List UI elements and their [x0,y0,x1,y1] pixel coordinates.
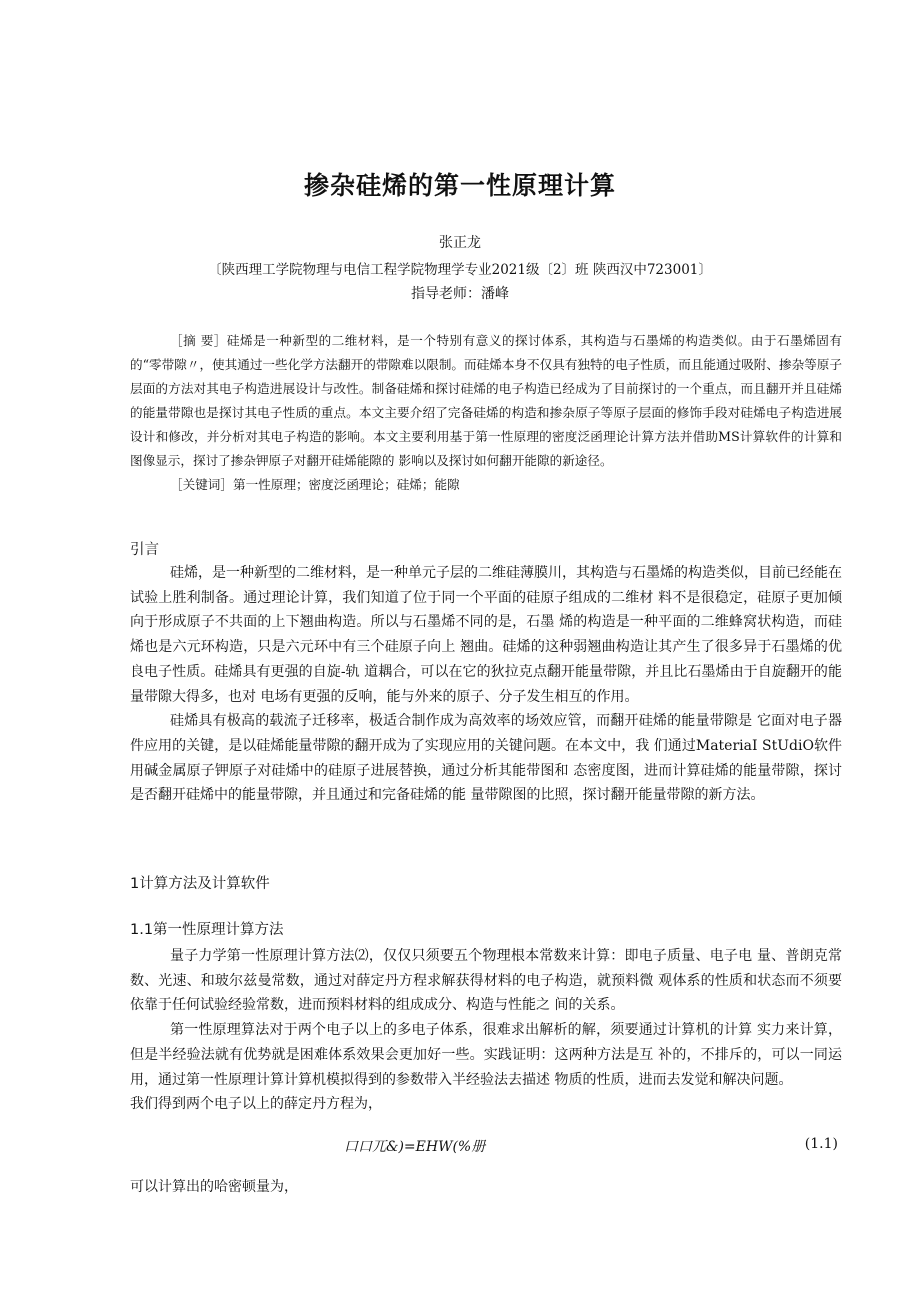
intro-body [130,561,842,808]
paper-title: 掺杂硅烯的第一性原理计算 [303,171,616,200]
intro-paragraph-2: 硅烯具有极高的载流子迁移率，极适合制作成为高效率的场效应管，而翻开硅烯的能量带隙是 它面对电子器件应用的关键，是以硅烯能量带隙的翻开成为了实现应用的关键问题。在本文中，我 们通过MateriaI StUdiO软件用碱金属原子钾原子对硅烯中的硅原子进展替换，通过分析其能带图和 态密度图，进而计算硅烯的能量带隙，探讨是否翻开硅烯中的能量带隙，并且通过和完备硅烯的能 量带隙图的比照，探讨翻开能量带隙的新方法。 [130,713,842,804]
section-1-1-paragraph-2: 第一性原理算法对于两个电子以上的多电子体系，很难求出解析的解，须要通过计算机的计算 实力来计算，但是半经验法就有优势就是困难体系效果会更加好一些。实践证明：这两种方法是互 补的，不排斥的，可以一同运用，通过第一性原理计算计算机模拟得到的参数带入半经验法去描述 物质的性质，进而去发觉和解决问题。 [130,1022,842,1088]
advisor-name: 指导老师：潘峰 [411,286,509,302]
author-affiliation: 〔陕西理工学院物理与电信工程学院物理学专业2021级〔2〕班 陕西汉中723001〕 [208,262,712,278]
abstract-block [130,329,842,497]
section-1-1-paragraph-3: 我们得到两个电子以上的薛定丹方程为， [130,1096,382,1113]
equation-number: (1.1) [804,1136,838,1152]
after-equation-text-block [130,1175,842,1200]
section-1-1-body [130,944,842,1117]
section-1-heading: 1计算方法及计算软件 [130,876,270,892]
equation-row [130,1136,838,1158]
section-1-1-heading: 1.1第一性原理计算方法 [130,922,284,938]
abstract-text: ［摘 要］硅烯是一种新型的二维材料，是一个特别有意义的探讨体系，其构造与石墨烯的构造类似。由于石墨烯固有的“零带隙〃，使其通过一些化学方法翻开的带隙难以限制。而硅烯本身不仅具有独特的电子性质，而且能通过吸附、掺杂等原子层面的方法对其电子构造进展设计与改性。制备硅烯和探讨硅烯的电子构造已经成为了目前探讨的一个重点，而且翻开并且硅烯的能量带隙也是探讨其电子性质的重点。本文主要介绍了完备硅烯的构造和掺杂原子等原子层面的修饰手段对硅烯电子构造进展设计和修改，并分析对其电子构造的影响。本文主要利用基于第一性原理的密度泛函理论计算方法并借助MS计算软件的计算和图像显示，探讨了掺杂钾原子对翻开硅烯能隙的 影响以及探讨如何翻开能隙的新途径。 [130,333,842,468]
author-name: 张正龙 [439,235,481,251]
after-equation-text: 可以计算出的哈密顿量为， [130,1179,298,1195]
equation: 口口兀&)=EHW(%册 [344,1139,486,1155]
intro-heading: 引言 [130,542,159,558]
section-1-1-paragraph-1: 量子力学第一性原理计算方法⑵，仅仅只须要五个物理根本常数来计算：即电子质量、电子电 量、普朗克常数、光速、和玻尔兹曼常数，通过对薛定丹方程求解获得材料的电子构造，就预料微 观体系的性质和状态而不须要依靠于任何试验经验常数，进而预料材料的组成成分、构造与性能之 间的关系。 [130,948,842,1014]
intro-paragraph-1: 硅烯，是一种新型的二维材料，是一种单元子层的二维硅薄膜川，其构造与石墨烯的构造类似，目前已经能在试验上胜利制备。通过理论计算，我们知道了位于同一个平面的硅原子组成的二维材 料不是很稳定，硅原子更加倾向于形成原子不共面的上下翘曲构造。所以与石墨烯不同的是，石墨 烯的构造是一种平面的二维蜂窝状构造，而硅烯也是六元环构造，只是六元环中有三个硅原子向上 翘曲。硅烯的这种弱翘曲构造让其产生了很多异于石墨烯的优良电子性质。硅烯具有更强的自旋-轨 道耦合，可以在它的狄拉克点翻开能量带隙，并且比石墨烯由于自旋翻开的能量带隙大得多，也对 电场有更强的反响，能与外来的原子、分子发生相互的作用。 [130,565,842,705]
keywords: ［关键词］第一性原理；密度泛函理论；硅烯；能隙 [170,477,460,492]
